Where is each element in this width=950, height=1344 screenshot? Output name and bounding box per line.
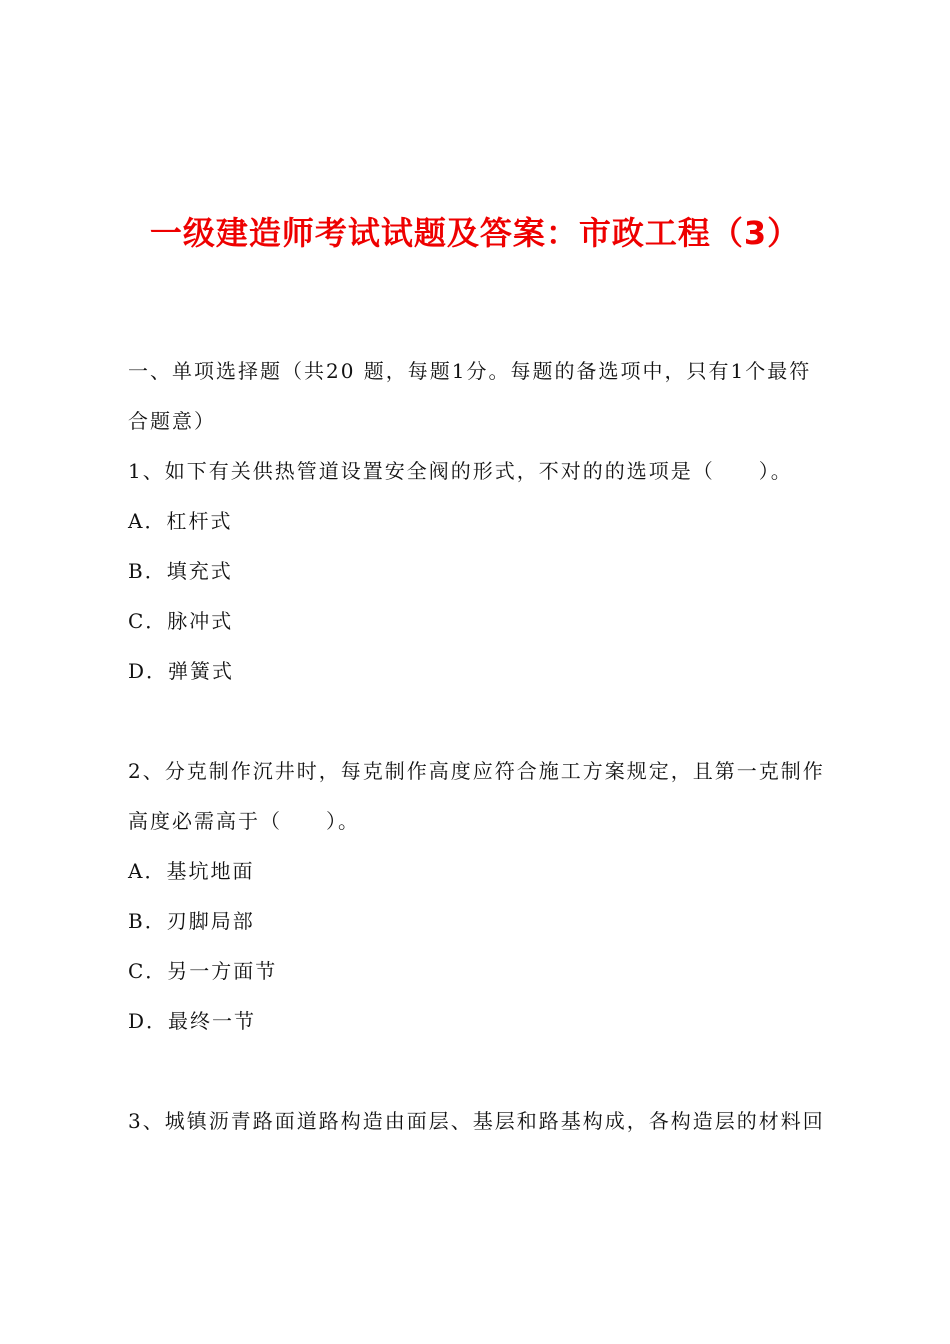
option-d: D．弹簧式: [128, 659, 235, 683]
option-b: B．刃脚局部: [128, 909, 255, 933]
spacer: [128, 1046, 833, 1096]
section-heading-continued: 合题意）: [128, 409, 216, 433]
option-a: A．基坑地面: [128, 859, 255, 883]
question-3: [128, 1096, 833, 1146]
option-c: C．脉冲式: [128, 609, 234, 633]
question-1: [128, 446, 833, 696]
question-2: [128, 746, 833, 1046]
document-body: [128, 346, 833, 1146]
option-d: D．最终一节: [128, 1009, 257, 1033]
section-heading: 一、单项选择题（共20 题，每题1分。每题的备选项中，只有1个最符: [128, 359, 812, 383]
question-stem: 3、城镇沥青路面道路构造由面层、基层和路基构成，各构造层的材料回: [128, 1109, 825, 1133]
spacer: [128, 696, 833, 746]
option-a: A．杠杆式: [128, 509, 233, 533]
question-stem: 1、如下有关供热管道设置安全阀的形式，不对的的选项是（ ）。: [128, 459, 793, 483]
question-stem: 2、分克制作沉井时，每克制作高度应符合施工方案规定，且第一克制作: [128, 759, 825, 783]
option-b: B．填充式: [128, 559, 233, 583]
option-c: C．另一方面节: [128, 959, 278, 983]
document-title: 一级建造师考试试题及答案：市政工程（3）: [149, 214, 801, 252]
question-stem-continued: 高度必需高于（ ）。: [128, 809, 360, 833]
